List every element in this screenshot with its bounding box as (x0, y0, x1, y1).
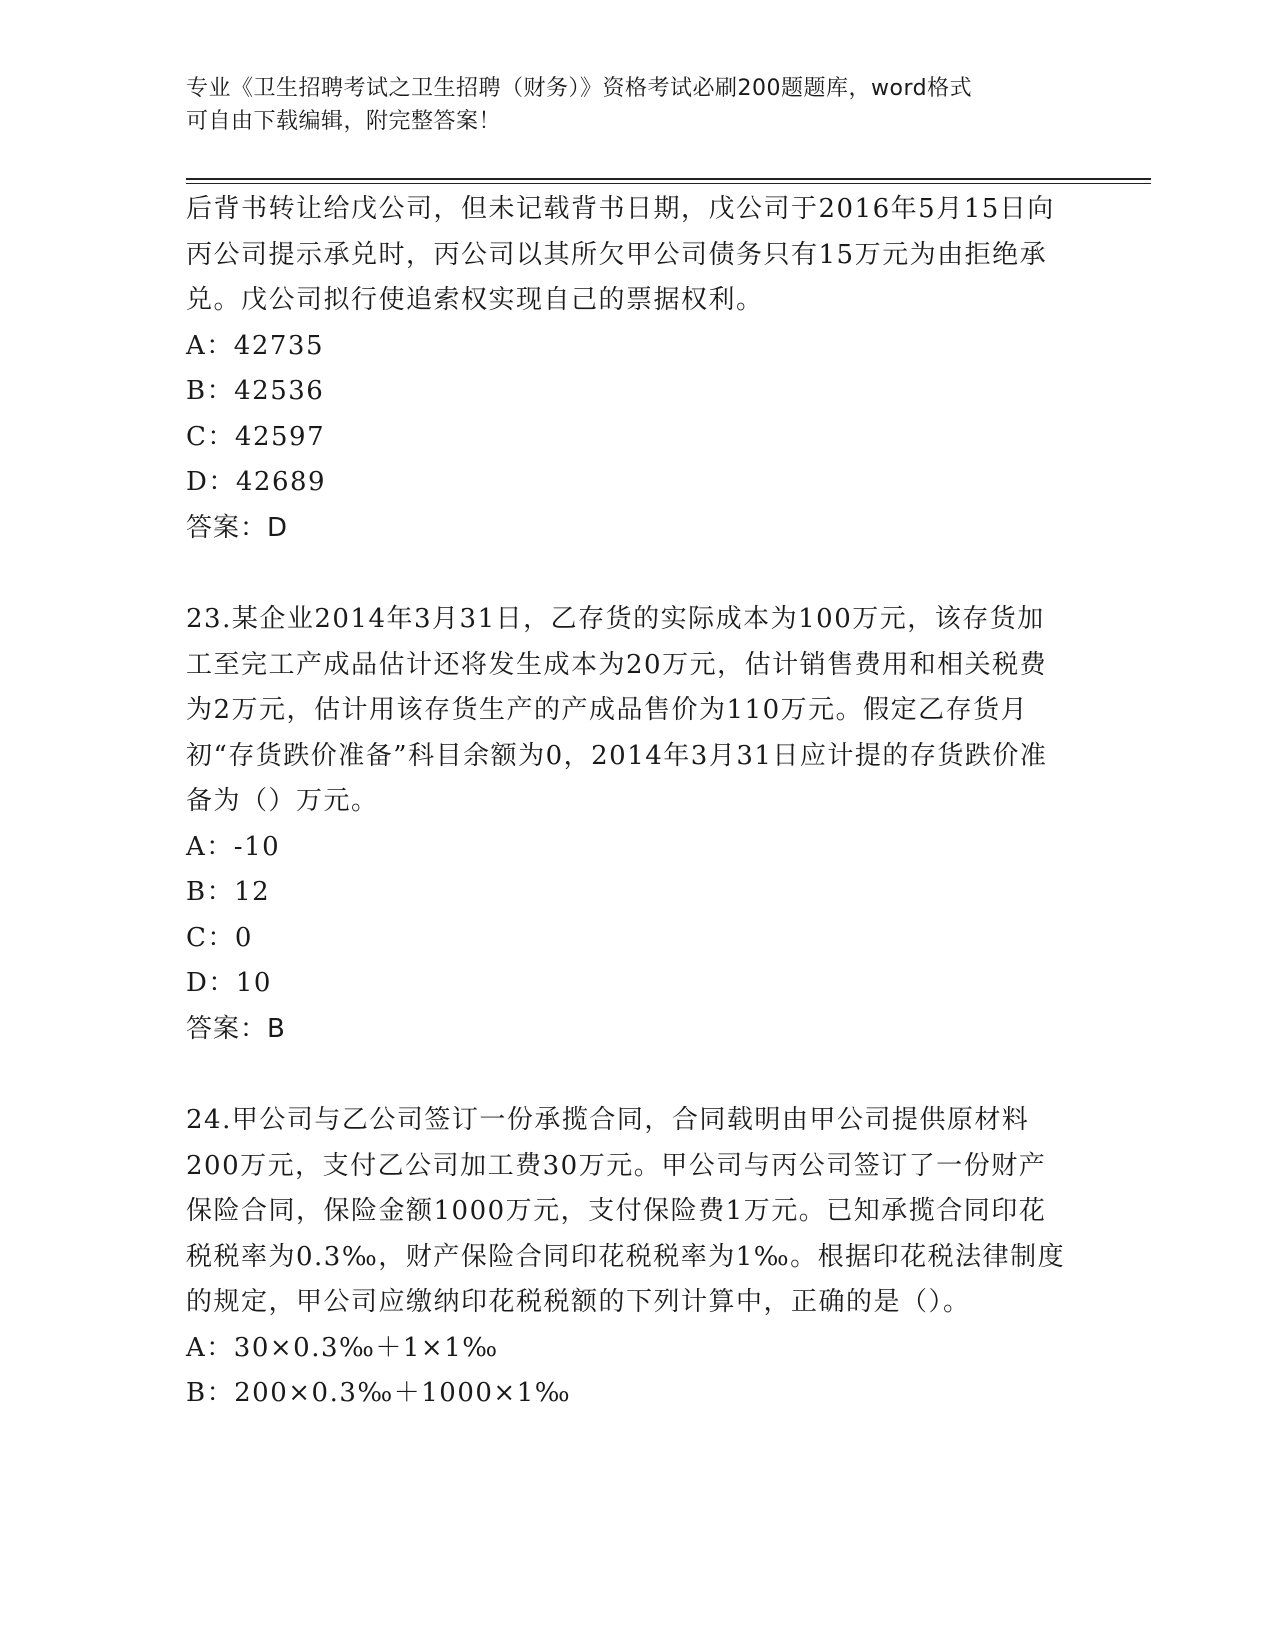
option-d: D：42689 (186, 467, 327, 497)
header-rule-thick (186, 178, 1151, 180)
option-a: A：42735 (186, 330, 324, 361)
option-b: B：200×0.3‰＋1000×1‰ (186, 1378, 572, 1408)
question-22 (186, 187, 1071, 551)
option-a: A：30×0.3‰＋1×1‰ (186, 1332, 499, 1363)
option-d: D：10 (186, 968, 272, 998)
question-text: 24.甲公司与乙公司签订一份承揽合同，合同载明由甲公司提供原材料200万元，支付乙公司加工费30万元。甲公司与丙公司签订了一份财产保险合同，保险金额1000万元，支付保险费1万元。已知承揽合同印花税税率为0.3‰，财产保险合同印花税税率为1‰。根据印花税法律制度的规定，甲公司应缴纳印花税税额的下列计算中，正确的是（）。 (186, 1105, 1066, 1317)
option-b: B：42536 (186, 376, 325, 406)
page-header (186, 72, 1086, 138)
question-list (186, 187, 1071, 1417)
question-24 (186, 1098, 1071, 1417)
answer-line: 答案：D (186, 512, 289, 543)
option-c: C：0 (186, 922, 253, 953)
option-b: B：12 (186, 877, 271, 907)
header-rule-thin (186, 183, 1151, 184)
option-c: C：42597 (186, 421, 326, 452)
question-text: 后背书转让给戊公司，但未记载背书日期，戊公司于2016年5月15日向丙公司提示承兑时，丙公司以其所欠甲公司债务只有15万元为由拒绝承兑。戊公司拟行使追索权实现自己的票据权利。 (186, 194, 1055, 315)
header-line-1: 专业《卫生招聘考试之卫生招聘（财务）》资格考试必刷200题题库，word格式 (186, 76, 973, 101)
option-a: A：-10 (186, 831, 281, 862)
question-23 (186, 597, 1071, 1052)
answer-line: 答案：B (186, 1013, 286, 1044)
question-text: 23.某企业2014年3月31日，乙存货的实际成本为100万元，该存货加工至完工产成品估计还将发生成本为20万元，估计销售费用和相关税费为2万元，估计用该存货生产的产成品售价为110万元。假定乙存货月初“存货跌价准备”科目余额为0，2014年3月31日应计提的存货跌价准备为（）万元。 (186, 604, 1048, 816)
header-line-2: 可自由下载编辑，附完整答案！ (186, 109, 502, 134)
